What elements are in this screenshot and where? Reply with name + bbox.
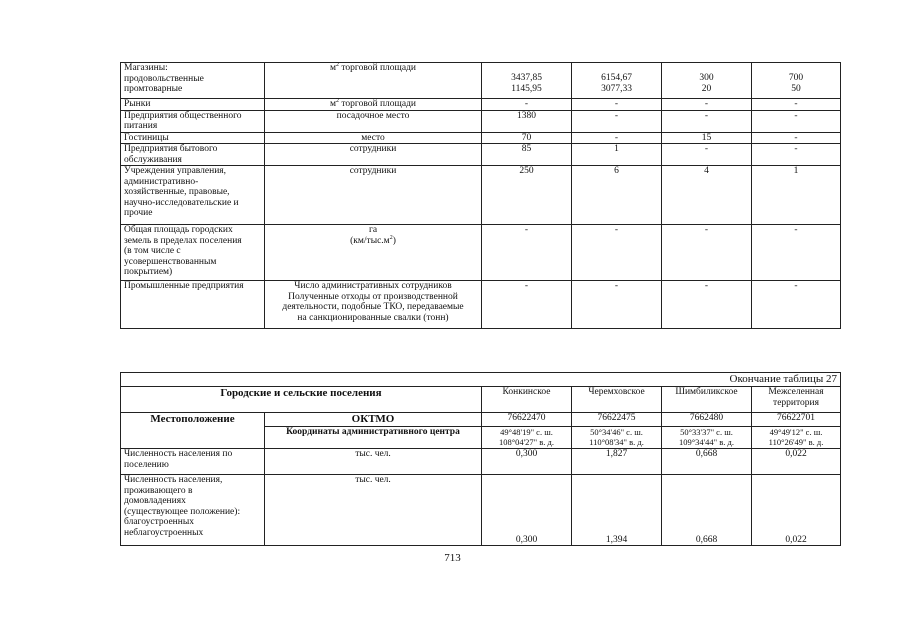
household-population-value: 0,022 [752,475,841,546]
col-header-konkinskoe: Конкинское [482,387,572,413]
coords-value: 49°49'12" с. ш. 110°26'49" в. д. [752,427,841,449]
row-value: - [752,225,841,281]
population-value: 0,300 [482,449,572,475]
row-value: 250 [482,166,572,225]
table-row [121,132,841,144]
table-row [121,225,841,281]
table-row [121,144,841,166]
row-label: Учреждения управления, административно- хозяйственные, правовые, научно-исследовательские и прочие [121,166,265,225]
row-value: - [752,281,841,329]
row-value: 700 50 [752,63,841,99]
household-population-value: 0,668 [662,475,752,546]
oktmo-value: 76622701 [752,413,841,427]
row-label: Общая площадь городских земель в пределах поселения (в том числе с усовершенствованным покрытием) [121,225,265,281]
row-unit: $м^2$ торговой площади [265,99,482,111]
row-value: 6154,67 3077,33 [572,63,662,99]
row-unit: $м^2$ торговой площади [265,63,482,99]
row-value: 1380 [482,110,572,132]
coords-value: 49°48'19" с. ш. 108°04'27" в. д. [482,427,572,449]
col-header-shimbilikskoe: Шимбиликское [662,387,752,413]
row-unit: Число административных сотрудников Полученные отходы от производственной деятельности, подобные ТКО, передаваемые на санкционированные свалки (тонн) [265,281,482,329]
row-label: Гостиницы [121,132,265,144]
row-value: - [752,99,841,111]
oktmo-value: 76622475 [572,413,662,427]
col-header-cheremkhovskoe: Черемховское [572,387,662,413]
row-value: - [752,132,841,144]
location-label: Местоположение [121,413,265,449]
table-caption: Окончание таблицы 27 [121,373,841,387]
row-unit: посадочное место [265,110,482,132]
row-value: - [482,99,572,111]
population-unit: тыс. чел. [265,449,482,475]
row-value: - [482,281,572,329]
row-unit: сотрудники [265,144,482,166]
row-unit: место [265,132,482,144]
population-label: Численность населения по поселению [121,449,265,475]
coords-label: Координаты административного центра [265,427,482,449]
table-row [121,99,841,111]
row-label: Предприятия бытового обслуживания [121,144,265,166]
row-value: - [572,225,662,281]
row-value: - [662,110,752,132]
row-value: - [482,225,572,281]
col-header-mezhselennaya: Межселенная территория [752,387,841,413]
settlements-group-header: Городские и сельские поселения [121,387,482,413]
coords-value: 50°33'37" с. ш. 109°34'44" в. д. [662,427,752,449]
row-value: - [572,99,662,111]
oktmo-value: 76622470 [482,413,572,427]
table-row [121,63,841,99]
row-label: Магазины: продовольственные промтоварные [121,63,265,99]
settlements-table [120,372,841,546]
row-value: - [752,110,841,132]
row-value: 4 [662,166,752,225]
household-population-value: 1,394 [572,475,662,546]
page-number: 713 [444,552,461,564]
population-value: 0,668 [662,449,752,475]
row-value: - [752,144,841,166]
row-unit: га $(км/тыс.м^2)$ [265,225,482,281]
household-population-unit: тыс. чел. [265,475,482,546]
row-value: - [662,99,752,111]
row-value: - [662,144,752,166]
row-label: Предприятия общественного питания [121,110,265,132]
row-value: 3437,85 1145,95 [482,63,572,99]
row-label: Рынки [121,99,265,111]
row-value: 1 [752,166,841,225]
row-value: 15 [662,132,752,144]
row-value: 1 [572,144,662,166]
table-row [121,281,841,329]
row-value: 85 [482,144,572,166]
infrastructure-table [120,62,841,329]
row-value: - [572,110,662,132]
oktmo-label: ОКТМО [265,413,482,427]
household-population-value: 0,300 [482,475,572,546]
row-value: 300 20 [662,63,752,99]
row-unit: сотрудники [265,166,482,225]
population-value: 0,022 [752,449,841,475]
row-value: - [662,225,752,281]
oktmo-value: 7662480 [662,413,752,427]
row-value: - [662,281,752,329]
row-value: 70 [482,132,572,144]
population-value: 1,827 [572,449,662,475]
row-value: 6 [572,166,662,225]
row-value: - [572,132,662,144]
row-label: Промышленные предприятия [121,281,265,329]
table-row [121,166,841,225]
household-population-label: Численность населения, проживающего в домовладениях (существующее положение): благоустроенных неблагоустроенных [121,475,265,546]
row-value: - [572,281,662,329]
table-row [121,110,841,132]
coords-value: 50°34'46" с. ш. 110°08'34" в. д. [572,427,662,449]
